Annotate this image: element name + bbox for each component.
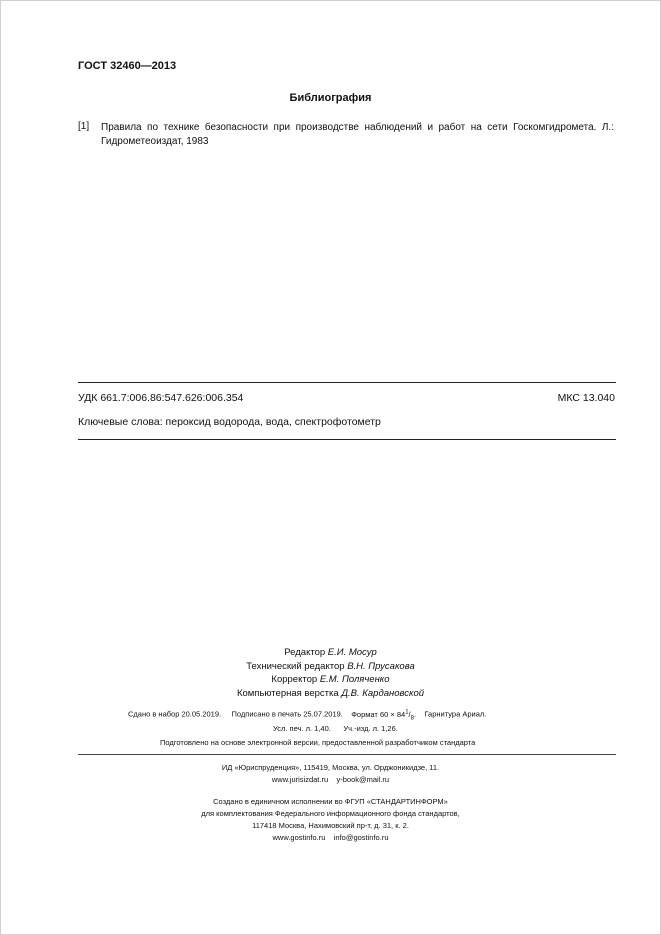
producer-block [0,796,661,844]
keywords: Ключевые слова: пероксид водорода, вода, спектрофотометр [78,416,381,428]
publisher-block [0,762,661,786]
publisher-contacts: www.jurisizdat.ru y-book@mail.ru [271,775,390,784]
credit-person: Е.И. Мосур [327,647,377,658]
print-info-line1 [128,709,486,721]
font-info: Гарнитура Ариал. [424,709,487,719]
credit-corrector [0,673,661,687]
mks-code: МКС 13.040 [557,392,615,404]
credit-person: Д.В. Кардановской [341,687,425,699]
credit-role: Редактор [284,647,326,658]
credit-role: Компьютерная верстка [236,687,339,699]
divider-bottom [78,439,616,440]
credits-block [0,646,661,700]
reference-text: Правила по технике безопасности при производстве наблюдений и работ на сети Госкомгидромета. Л.: Гидрометеоиздат, 1983 [101,122,614,147]
credit-person: Е.М. Поляченко [319,674,390,685]
publ-sheets: Уч.-изд. л. 1,26. [343,724,398,733]
print-info-line2 [273,724,398,733]
divider-publisher [78,754,616,755]
publisher-address: ИД «Юриспруденция», 115419, Москва, ул. Орджоникидзе, 11. [221,763,440,772]
standard-code: ГОСТ 32460—2013 [78,60,177,72]
signed-date: Подписано в печать 25.07.2019. [231,709,343,719]
producer-line3: 117418 Москва, Нахимовский пр-т, д. 31, к. 2. [252,821,409,830]
producer-line1: Создано в единичном исполнении во ФГУП «СТАНДАРТИНФОРМ» [213,797,448,806]
prepared-note: Подготовлено на основе электронной версии, предоставленной разработчиком стандарта [160,738,476,747]
credit-editor [0,646,661,660]
producer-line2: для комплектования Федерального информационного фонда стандартов, [201,809,460,818]
reference-number: [1] [78,121,90,132]
format: Формат $60 \times 84^1/_8$. [351,709,417,721]
credit-tech-editor [0,660,661,674]
submitted-date: Сдано в набор 20.05.2019. [128,709,222,719]
credit-role: Технический редактор [246,660,345,672]
credit-person: В.Н. Прусакова [347,660,415,672]
credit-layout [0,687,661,701]
bibliography-title: Библиография [289,92,372,104]
print-sheets: Усл. печ. л. 1,40. [273,724,331,733]
divider-top [78,382,616,383]
producer-contacts: www.gostinfo.ru info@gostinfo.ru [272,833,389,842]
credit-role: Корректор [271,674,318,685]
udk-code: УДК 661.7:006.86:547.626:006.354 [78,392,244,404]
